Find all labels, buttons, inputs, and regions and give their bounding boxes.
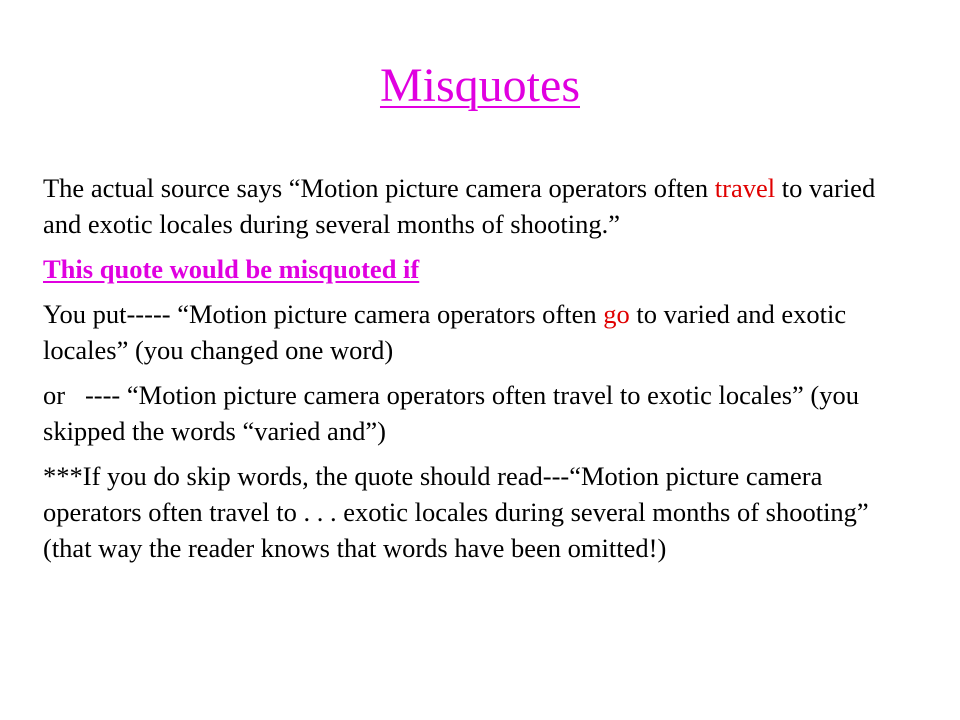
highlight-word-travel: travel (714, 173, 776, 203)
source-quote-text-start: The actual source says “Motion picture camera operators often (43, 173, 709, 203)
slide-title (0, 58, 960, 113)
misquote-heading (43, 251, 903, 287)
changed-word-text-end: to varied and exotic locales” (you changed one word) (43, 299, 847, 365)
ellipsis-guidance: ***If you do skip words, the quote should read---“Motion picture camera operators often travel to . . . exotic locales during several months of shooting” (that way the reader knows that words have been omitted!) (43, 461, 869, 563)
source-quote-text-end: to varied and exotic locales during several months of shooting.” (43, 173, 876, 239)
slide-title-text: Misquotes (379, 59, 580, 112)
source-quote-paragraph (43, 170, 903, 242)
misquote-heading-text: This quote would be misquoted if (43, 254, 420, 284)
skipped-words-example: or ---- “Motion picture camera operators often travel to exotic locales” (you skipped the words “varied and”) (43, 380, 866, 446)
slide-body (43, 170, 903, 575)
highlight-word-go: go (603, 299, 630, 329)
changed-word-example (43, 296, 903, 368)
changed-word-text-start: You put----- “Motion picture camera operators often (43, 299, 597, 329)
